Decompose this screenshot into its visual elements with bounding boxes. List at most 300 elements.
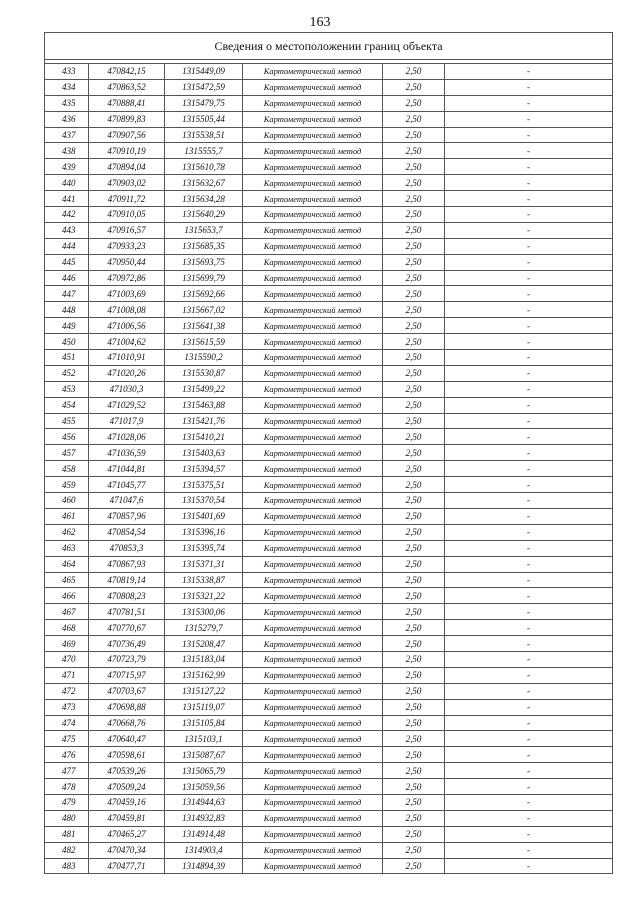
y-coordinate-cell: 1315505,44: [165, 111, 243, 127]
accuracy-cell: 2,50: [383, 79, 445, 95]
note-cell: -: [445, 191, 613, 207]
y-coordinate-cell: 1314944,63: [165, 794, 243, 810]
accuracy-cell: 2,50: [383, 302, 445, 318]
y-coordinate-cell: 1314932,83: [165, 810, 243, 826]
note-cell: -: [445, 286, 613, 302]
table-row: [45, 493, 613, 509]
y-coordinate-cell: 1315693,75: [165, 254, 243, 270]
table-row: [45, 636, 613, 652]
note-cell: -: [445, 365, 613, 381]
x-coordinate-cell: 470903,02: [89, 175, 165, 191]
x-coordinate-cell: 470899,83: [89, 111, 165, 127]
note-cell: -: [445, 508, 613, 524]
y-coordinate-cell: 1315119,07: [165, 699, 243, 715]
accuracy-cell: 2,50: [383, 572, 445, 588]
table-row: [45, 794, 613, 810]
y-coordinate-cell: 1315653,7: [165, 222, 243, 238]
y-coordinate-cell: 1315449,09: [165, 64, 243, 80]
point-number-cell: 448: [45, 302, 89, 318]
method-cell: Картометрический метод: [243, 842, 383, 858]
y-coordinate-cell: 1315667,02: [165, 302, 243, 318]
point-number-cell: 477: [45, 763, 89, 779]
accuracy-cell: 2,50: [383, 365, 445, 381]
accuracy-cell: 2,50: [383, 381, 445, 397]
point-number-cell: 467: [45, 604, 89, 620]
table-row: [45, 381, 613, 397]
table-row: [45, 302, 613, 318]
y-coordinate-cell: 1315103,1: [165, 731, 243, 747]
table-row: [45, 731, 613, 747]
point-number-cell: 453: [45, 381, 89, 397]
accuracy-cell: 2,50: [383, 461, 445, 477]
x-coordinate-cell: 470819,14: [89, 572, 165, 588]
method-cell: Картометрический метод: [243, 636, 383, 652]
y-coordinate-cell: 1315059,56: [165, 779, 243, 795]
x-coordinate-cell: 470770,67: [89, 620, 165, 636]
boundary-table: [44, 32, 613, 874]
method-cell: Картометрический метод: [243, 429, 383, 445]
point-number-cell: 468: [45, 620, 89, 636]
accuracy-cell: 2,50: [383, 540, 445, 556]
x-coordinate-cell: 470910,05: [89, 207, 165, 223]
point-number-cell: 460: [45, 493, 89, 509]
x-coordinate-cell: 470888,41: [89, 95, 165, 111]
method-cell: Картометрический метод: [243, 302, 383, 318]
table-row: [45, 715, 613, 731]
table-row: [45, 79, 613, 95]
x-coordinate-cell: 470911,72: [89, 191, 165, 207]
method-cell: Картометрический метод: [243, 445, 383, 461]
y-coordinate-cell: 1315396,16: [165, 524, 243, 540]
x-coordinate-cell: 470539,26: [89, 763, 165, 779]
table-row: [45, 334, 613, 350]
point-number-cell: 456: [45, 429, 89, 445]
x-coordinate-cell: 470863,52: [89, 79, 165, 95]
method-cell: Картометрический метод: [243, 238, 383, 254]
method-cell: Картометрический метод: [243, 826, 383, 842]
accuracy-cell: 2,50: [383, 143, 445, 159]
y-coordinate-cell: 1315300,06: [165, 604, 243, 620]
accuracy-cell: 2,50: [383, 524, 445, 540]
table-row: [45, 159, 613, 175]
y-coordinate-cell: 1315208,47: [165, 636, 243, 652]
note-cell: -: [445, 747, 613, 763]
note-cell: -: [445, 64, 613, 80]
note-cell: -: [445, 79, 613, 95]
page-number: 163: [309, 15, 331, 30]
method-cell: Картометрический метод: [243, 620, 383, 636]
accuracy-cell: 2,50: [383, 683, 445, 699]
note-cell: -: [445, 175, 613, 191]
method-cell: Картометрический метод: [243, 111, 383, 127]
accuracy-cell: 2,50: [383, 286, 445, 302]
y-coordinate-cell: 1315279,7: [165, 620, 243, 636]
method-cell: Картометрический метод: [243, 794, 383, 810]
note-cell: -: [445, 397, 613, 413]
method-cell: Картометрический метод: [243, 763, 383, 779]
point-number-cell: 454: [45, 397, 89, 413]
table-row: [45, 397, 613, 413]
method-cell: Картометрический метод: [243, 540, 383, 556]
accuracy-cell: 2,50: [383, 222, 445, 238]
point-number-cell: 437: [45, 127, 89, 143]
method-cell: Картометрический метод: [243, 651, 383, 667]
x-coordinate-cell: 470972,86: [89, 270, 165, 286]
table-row: [45, 842, 613, 858]
x-coordinate-cell: 470857,96: [89, 508, 165, 524]
point-number-cell: 458: [45, 461, 89, 477]
point-number-cell: 478: [45, 779, 89, 795]
table-row: [45, 413, 613, 429]
method-cell: Картометрический метод: [243, 683, 383, 699]
x-coordinate-cell: 471030,3: [89, 381, 165, 397]
note-cell: -: [445, 238, 613, 254]
point-number-cell: 464: [45, 556, 89, 572]
table-row: [45, 524, 613, 540]
accuracy-cell: 2,50: [383, 413, 445, 429]
accuracy-cell: 2,50: [383, 318, 445, 334]
x-coordinate-cell: 470781,51: [89, 604, 165, 620]
note-cell: -: [445, 270, 613, 286]
x-coordinate-cell: 470509,24: [89, 779, 165, 795]
point-number-cell: 461: [45, 508, 89, 524]
note-cell: -: [445, 302, 613, 318]
table-row: [45, 683, 613, 699]
table-row: [45, 111, 613, 127]
method-cell: Картометрический метод: [243, 127, 383, 143]
y-coordinate-cell: 1315395,74: [165, 540, 243, 556]
point-number-cell: 436: [45, 111, 89, 127]
x-coordinate-cell: 471044,81: [89, 461, 165, 477]
note-cell: -: [445, 524, 613, 540]
method-cell: Картометрический метод: [243, 556, 383, 572]
note-cell: -: [445, 207, 613, 223]
x-coordinate-cell: 470465,27: [89, 826, 165, 842]
method-cell: Картометрический метод: [243, 159, 383, 175]
note-cell: -: [445, 222, 613, 238]
accuracy-cell: 2,50: [383, 350, 445, 366]
table-row: [45, 779, 613, 795]
x-coordinate-cell: 470703,67: [89, 683, 165, 699]
note-cell: -: [445, 493, 613, 509]
point-number-cell: 455: [45, 413, 89, 429]
x-coordinate-cell: 471003,69: [89, 286, 165, 302]
point-number-cell: 457: [45, 445, 89, 461]
table-row: [45, 64, 613, 80]
y-coordinate-cell: 1315538,51: [165, 127, 243, 143]
point-number-cell: 462: [45, 524, 89, 540]
table-row: [45, 127, 613, 143]
accuracy-cell: 2,50: [383, 699, 445, 715]
x-coordinate-cell: 471017,9: [89, 413, 165, 429]
note-cell: -: [445, 572, 613, 588]
table-row: [45, 191, 613, 207]
x-coordinate-cell: 470907,56: [89, 127, 165, 143]
method-cell: Картометрический метод: [243, 604, 383, 620]
x-coordinate-cell: 470950,44: [89, 254, 165, 270]
y-coordinate-cell: 1315087,67: [165, 747, 243, 763]
point-number-cell: 471: [45, 667, 89, 683]
accuracy-cell: 2,50: [383, 238, 445, 254]
accuracy-cell: 2,50: [383, 810, 445, 826]
note-cell: -: [445, 381, 613, 397]
point-number-cell: 470: [45, 651, 89, 667]
y-coordinate-cell: 1315640,29: [165, 207, 243, 223]
table-row: [45, 445, 613, 461]
x-coordinate-cell: 470723,79: [89, 651, 165, 667]
y-coordinate-cell: 1315634,28: [165, 191, 243, 207]
x-coordinate-cell: 470842,15: [89, 64, 165, 80]
table-row: [45, 810, 613, 826]
table-row: [45, 477, 613, 493]
method-cell: Картометрический метод: [243, 365, 383, 381]
note-cell: -: [445, 604, 613, 620]
method-cell: Картометрический метод: [243, 254, 383, 270]
y-coordinate-cell: 1315699,79: [165, 270, 243, 286]
point-number-cell: 481: [45, 826, 89, 842]
x-coordinate-cell: 470459,81: [89, 810, 165, 826]
note-cell: -: [445, 95, 613, 111]
table-row: [45, 858, 613, 874]
note-cell: -: [445, 651, 613, 667]
point-number-cell: 444: [45, 238, 89, 254]
note-cell: -: [445, 445, 613, 461]
accuracy-cell: 2,50: [383, 111, 445, 127]
point-number-cell: 435: [45, 95, 89, 111]
note-cell: -: [445, 127, 613, 143]
method-cell: Картометрический метод: [243, 699, 383, 715]
method-cell: Картометрический метод: [243, 858, 383, 874]
y-coordinate-cell: 1315375,51: [165, 477, 243, 493]
table-row: [45, 556, 613, 572]
table-row: [45, 222, 613, 238]
y-coordinate-cell: 1314903,4: [165, 842, 243, 858]
table-row: [45, 175, 613, 191]
accuracy-cell: 2,50: [383, 747, 445, 763]
method-cell: Картометрический метод: [243, 286, 383, 302]
x-coordinate-cell: 470459,16: [89, 794, 165, 810]
y-coordinate-cell: 1314894,39: [165, 858, 243, 874]
accuracy-cell: 2,50: [383, 397, 445, 413]
method-cell: Картометрический метод: [243, 79, 383, 95]
y-coordinate-cell: 1315338,87: [165, 572, 243, 588]
point-number-cell: 466: [45, 588, 89, 604]
y-coordinate-cell: 1315472,59: [165, 79, 243, 95]
accuracy-cell: 2,50: [383, 175, 445, 191]
method-cell: Картометрический метод: [243, 493, 383, 509]
note-cell: -: [445, 540, 613, 556]
method-cell: Картометрический метод: [243, 731, 383, 747]
note-cell: -: [445, 779, 613, 795]
note-cell: -: [445, 794, 613, 810]
method-cell: Картометрический метод: [243, 350, 383, 366]
x-coordinate-cell: 470867,93: [89, 556, 165, 572]
note-cell: -: [445, 111, 613, 127]
point-number-cell: 459: [45, 477, 89, 493]
x-coordinate-cell: 471008,08: [89, 302, 165, 318]
method-cell: Картометрический метод: [243, 810, 383, 826]
method-cell: Картометрический метод: [243, 413, 383, 429]
y-coordinate-cell: 1315530,87: [165, 365, 243, 381]
x-coordinate-cell: 470668,76: [89, 715, 165, 731]
table-row: [45, 667, 613, 683]
note-cell: -: [445, 858, 613, 874]
point-number-cell: 443: [45, 222, 89, 238]
y-coordinate-cell: 1315463,88: [165, 397, 243, 413]
x-coordinate-cell: 470854,54: [89, 524, 165, 540]
note-cell: -: [445, 318, 613, 334]
table-row: [45, 461, 613, 477]
table-row: [45, 604, 613, 620]
y-coordinate-cell: 1315479,75: [165, 95, 243, 111]
note-cell: -: [445, 461, 613, 477]
method-cell: Картометрический метод: [243, 477, 383, 493]
x-coordinate-cell: 471036,59: [89, 445, 165, 461]
table-row: [45, 350, 613, 366]
x-coordinate-cell: 471029,52: [89, 397, 165, 413]
y-coordinate-cell: 1315421,76: [165, 413, 243, 429]
table-row: [45, 620, 613, 636]
accuracy-cell: 2,50: [383, 763, 445, 779]
y-coordinate-cell: 1315394,57: [165, 461, 243, 477]
accuracy-cell: 2,50: [383, 588, 445, 604]
point-number-cell: 433: [45, 64, 89, 80]
point-number-cell: 446: [45, 270, 89, 286]
x-coordinate-cell: 471028,06: [89, 429, 165, 445]
x-coordinate-cell: 471045,77: [89, 477, 165, 493]
table-row: [45, 826, 613, 842]
table-row: [45, 540, 613, 556]
table-row: [45, 318, 613, 334]
method-cell: Картометрический метод: [243, 207, 383, 223]
note-cell: -: [445, 556, 613, 572]
y-coordinate-cell: 1315499,22: [165, 381, 243, 397]
note-cell: -: [445, 254, 613, 270]
x-coordinate-cell: 470894,04: [89, 159, 165, 175]
note-cell: -: [445, 429, 613, 445]
table-row: [45, 588, 613, 604]
y-coordinate-cell: 1314914,48: [165, 826, 243, 842]
x-coordinate-cell: 470933,23: [89, 238, 165, 254]
note-cell: -: [445, 620, 613, 636]
y-coordinate-cell: 1315127,22: [165, 683, 243, 699]
note-cell: -: [445, 477, 613, 493]
table-row: [45, 286, 613, 302]
accuracy-cell: 2,50: [383, 620, 445, 636]
method-cell: Картометрический метод: [243, 461, 383, 477]
accuracy-cell: 2,50: [383, 207, 445, 223]
table-row: [45, 365, 613, 381]
note-cell: -: [445, 143, 613, 159]
point-number-cell: 434: [45, 79, 89, 95]
note-cell: -: [445, 667, 613, 683]
point-number-cell: 440: [45, 175, 89, 191]
x-coordinate-cell: 470715,97: [89, 667, 165, 683]
accuracy-cell: 2,50: [383, 429, 445, 445]
table-row: [45, 207, 613, 223]
y-coordinate-cell: 1315555,7: [165, 143, 243, 159]
note-cell: -: [445, 413, 613, 429]
method-cell: Картометрический метод: [243, 397, 383, 413]
point-number-cell: 483: [45, 858, 89, 874]
note-cell: -: [445, 763, 613, 779]
accuracy-cell: 2,50: [383, 731, 445, 747]
method-cell: Картометрический метод: [243, 270, 383, 286]
method-cell: Картометрический метод: [243, 64, 383, 80]
accuracy-cell: 2,50: [383, 493, 445, 509]
point-number-cell: 480: [45, 810, 89, 826]
x-coordinate-cell: 470477,71: [89, 858, 165, 874]
table-row: [45, 747, 613, 763]
y-coordinate-cell: 1315685,35: [165, 238, 243, 254]
note-cell: -: [445, 350, 613, 366]
table-row: [45, 238, 613, 254]
point-number-cell: 452: [45, 365, 89, 381]
method-cell: Картометрический метод: [243, 747, 383, 763]
x-coordinate-cell: 470916,57: [89, 222, 165, 238]
point-number-cell: 445: [45, 254, 89, 270]
accuracy-cell: 2,50: [383, 477, 445, 493]
point-number-cell: 439: [45, 159, 89, 175]
y-coordinate-cell: 1315371,31: [165, 556, 243, 572]
accuracy-cell: 2,50: [383, 842, 445, 858]
x-coordinate-cell: 470910,19: [89, 143, 165, 159]
point-number-cell: 463: [45, 540, 89, 556]
method-cell: Картометрический метод: [243, 508, 383, 524]
method-cell: Картометрический метод: [243, 222, 383, 238]
table-row: [45, 143, 613, 159]
note-cell: -: [445, 699, 613, 715]
y-coordinate-cell: 1315403,63: [165, 445, 243, 461]
y-coordinate-cell: 1315105,84: [165, 715, 243, 731]
point-number-cell: 473: [45, 699, 89, 715]
y-coordinate-cell: 1315632,67: [165, 175, 243, 191]
note-cell: -: [445, 842, 613, 858]
method-cell: Картометрический метод: [243, 175, 383, 191]
accuracy-cell: 2,50: [383, 858, 445, 874]
note-cell: -: [445, 636, 613, 652]
accuracy-cell: 2,50: [383, 159, 445, 175]
point-number-cell: 447: [45, 286, 89, 302]
point-number-cell: 438: [45, 143, 89, 159]
table-row: [45, 429, 613, 445]
y-coordinate-cell: 1315183,04: [165, 651, 243, 667]
table-row: [45, 763, 613, 779]
method-cell: Картометрический метод: [243, 191, 383, 207]
point-number-cell: 449: [45, 318, 89, 334]
method-cell: Картометрический метод: [243, 667, 383, 683]
accuracy-cell: 2,50: [383, 779, 445, 795]
table-row: [45, 95, 613, 111]
point-number-cell: 441: [45, 191, 89, 207]
y-coordinate-cell: 1315162,99: [165, 667, 243, 683]
point-number-cell: 465: [45, 572, 89, 588]
note-cell: -: [445, 334, 613, 350]
table-row: [45, 651, 613, 667]
accuracy-cell: 2,50: [383, 445, 445, 461]
point-number-cell: 475: [45, 731, 89, 747]
accuracy-cell: 2,50: [383, 334, 445, 350]
accuracy-cell: 2,50: [383, 191, 445, 207]
accuracy-cell: 2,50: [383, 127, 445, 143]
table-row: [45, 508, 613, 524]
x-coordinate-cell: 471004,62: [89, 334, 165, 350]
y-coordinate-cell: 1315401,69: [165, 508, 243, 524]
y-coordinate-cell: 1315321,22: [165, 588, 243, 604]
accuracy-cell: 2,50: [383, 508, 445, 524]
method-cell: Картометрический метод: [243, 334, 383, 350]
accuracy-cell: 2,50: [383, 651, 445, 667]
